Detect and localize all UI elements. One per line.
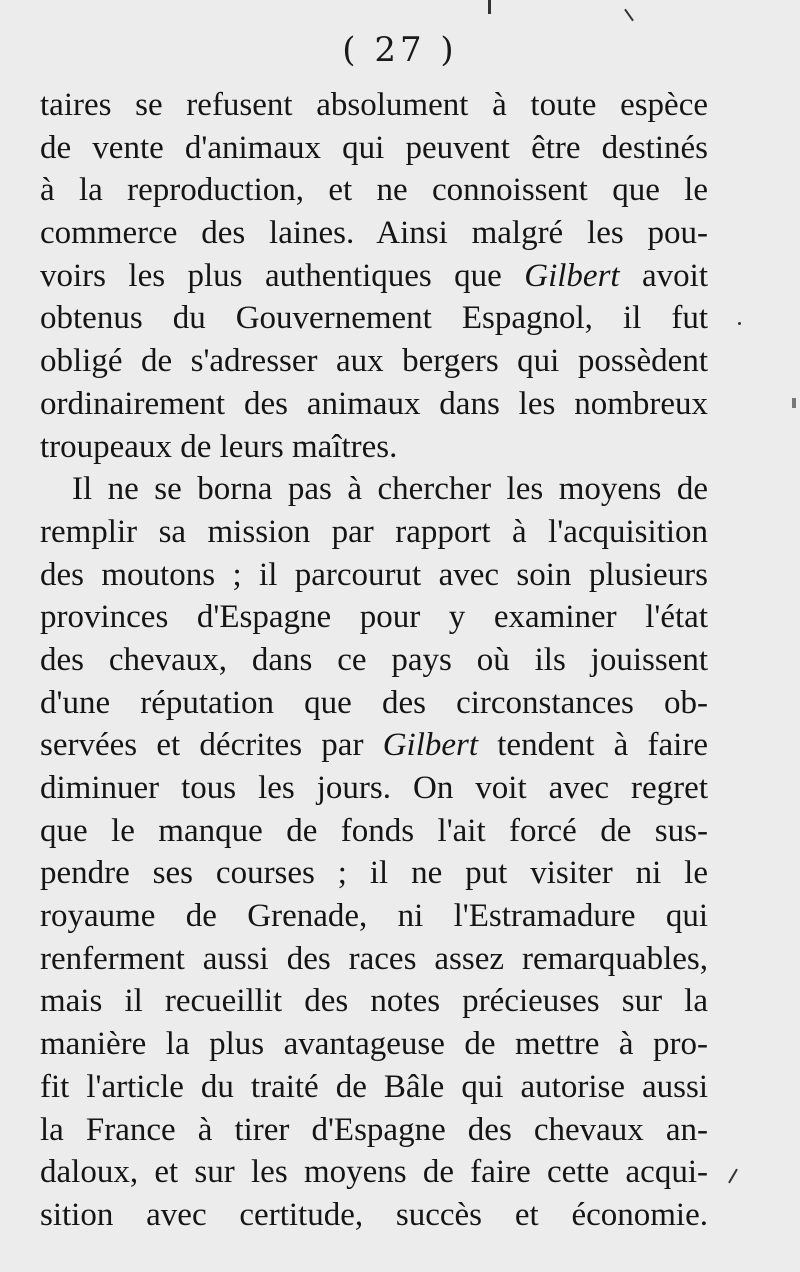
text-line: mais il recueillit des notes précieuses sur la	[40, 983, 708, 1020]
text-line: commerce des laines. Ainsi malgré les pou-	[40, 215, 708, 252]
text-line: sition avec certitude, succès et économie.	[40, 1196, 708, 1233]
text-line: des moutons ; il parcourut avec soin plusieurs	[40, 556, 708, 593]
text-line: que le manque de fonds l'ait forcé de sus-	[40, 812, 708, 849]
text-line: remplir sa mission par rapport à l'acquisition	[40, 513, 708, 550]
ink-speck	[792, 398, 796, 408]
italic-name: Gilbert	[382, 727, 479, 764]
ink-speck	[488, 0, 491, 14]
text-line: à la reproduction, et ne connoissent que le	[40, 172, 708, 209]
text-line: la France à tirer d'Espagne des chevaux an-	[40, 1111, 708, 1148]
page-number: ( 27 )	[342, 30, 458, 70]
text-line: manière la plus avantageuse de mettre à pro-	[40, 1026, 708, 1063]
paragraph	[40, 468, 708, 1236]
ink-speck	[728, 1169, 738, 1184]
text-line: Il ne se borna pas à chercher les moyens de	[72, 471, 708, 508]
text-line: diminuer tous les jours. On voit avec regret	[40, 770, 708, 806]
italic-name: Gilbert	[524, 257, 620, 294]
text-line: taires se refusent absolument à toute espèce	[40, 87, 708, 123]
ink-speck	[738, 322, 741, 325]
text-line: ordinairement des animaux dans les nombreux	[40, 385, 708, 422]
text-line: renferment aussi des races assez remarquables,	[40, 940, 708, 977]
paragraph	[40, 84, 708, 468]
text-line: pendre ses courses ; il ne put visiter ni le	[40, 855, 708, 892]
text-line: des chevaux, dans ce pays où ils jouissent	[40, 641, 708, 678]
body-text	[40, 84, 708, 1237]
text-line: voirs les plus authentiques que Gilbert avoit	[40, 257, 709, 294]
text-line: provinces d'Espagne pour y examiner l'état	[40, 599, 708, 636]
ink-speck	[624, 9, 634, 22]
text-line: daloux, et sur les moyens de faire cette acqui-	[40, 1154, 708, 1191]
text-line: royaume de Grenade, ni l'Estramadure qui	[40, 898, 708, 935]
text-line: obligé de s'adresser aux bergers qui possèdent	[40, 343, 708, 380]
text-line: d'une réputation que des circonstances ob-	[40, 684, 708, 721]
text-line: obtenus du Gouvernement Espagnol, il fut	[40, 300, 708, 337]
text-line: fit l'article du traité de Bâle qui autorise aussi	[40, 1068, 708, 1105]
text-line: de vente d'animaux qui peuvent être destinés	[40, 129, 708, 166]
text-line: troupeaux de leurs maîtres.	[40, 428, 398, 465]
text-line: servées et décrites par Gilbert tendent à faire	[40, 727, 708, 764]
